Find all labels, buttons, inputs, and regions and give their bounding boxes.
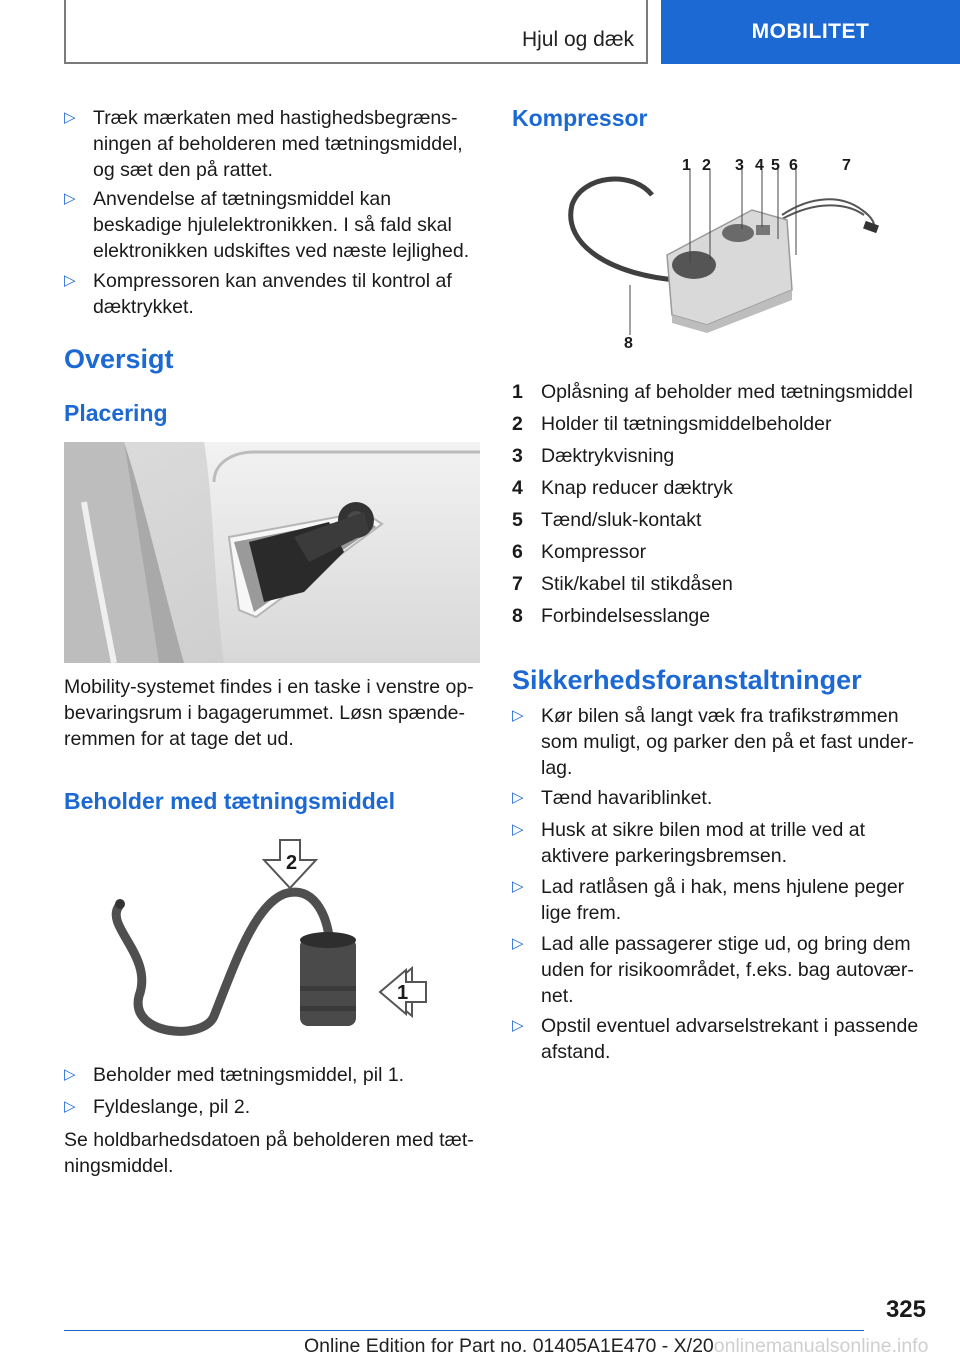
placement-text: Mobility-systemet findes i en taske i venstre op-bevaringsrum i bagagerummet. Løsn spænde-remmen for at tage det ud. bbox=[64, 676, 474, 750]
bullet-text: Træk mærkaten med hastighedsbegræns-ningen af beholderen med tætningsmiddel, og sæt den på rattet. bbox=[93, 107, 463, 181]
callout-8: 8 bbox=[624, 335, 633, 352]
bullet-text: Fyldeslange, pil 2. bbox=[93, 1096, 251, 1118]
container-note: Se holdbarhedsdatoen på beholderen med tæt-ningsmiddel. bbox=[64, 1129, 474, 1177]
legend-number: 6 bbox=[512, 541, 523, 563]
intro-bullet-3 bbox=[64, 268, 480, 322]
safety-bullet-6 bbox=[512, 1013, 930, 1067]
placement-heading: Placering bbox=[64, 400, 168, 426]
safety-bullet-3 bbox=[512, 817, 930, 871]
placement-photo bbox=[64, 442, 480, 663]
legend-label: Kompressor bbox=[541, 541, 647, 563]
container-heading: Beholder med tætningsmiddel bbox=[64, 788, 395, 814]
triangle-right-icon: ▷ bbox=[512, 707, 524, 724]
legend-number: 1 bbox=[512, 381, 523, 403]
safety-bullet-4 bbox=[512, 874, 930, 928]
triangle-right-icon: ▷ bbox=[64, 109, 76, 126]
triangle-right-icon: ▷ bbox=[64, 272, 76, 289]
safety-heading: Sikkerhedsforanstaltninger bbox=[512, 665, 862, 695]
intro-bullet-1 bbox=[64, 105, 480, 185]
triangle-right-icon: ▷ bbox=[512, 821, 524, 838]
triangle-right-icon: ▷ bbox=[512, 789, 524, 806]
legend-number: 2 bbox=[512, 413, 523, 435]
legend-label: Dæktrykvisning bbox=[541, 445, 675, 467]
legend-label: Forbindelsesslange bbox=[541, 605, 711, 627]
intro-bullet-2 bbox=[64, 186, 480, 266]
figure-label-2: 2 bbox=[286, 852, 298, 874]
callout-6: 6 bbox=[789, 157, 798, 174]
container-bullet-1 bbox=[64, 1062, 480, 1090]
legend-label: Knap reducer dæktryk bbox=[541, 477, 733, 499]
container-bullet-2 bbox=[64, 1094, 480, 1122]
triangle-right-icon: ▷ bbox=[512, 935, 524, 952]
edition-text: Online Edition for Part no. 01405A1E470 - X/20 bbox=[304, 1335, 714, 1357]
callout-7: 7 bbox=[842, 157, 851, 174]
triangle-right-icon: ▷ bbox=[64, 1098, 76, 1115]
bullet-text: Lad ratlåsen gå i hak, mens hjulene peger lige frem. bbox=[541, 876, 905, 924]
page-number: 325 bbox=[885, 1296, 926, 1323]
bullet-text: Tænd havariblinket. bbox=[541, 787, 713, 809]
callout-5: 5 bbox=[771, 157, 780, 174]
triangle-right-icon: ▷ bbox=[512, 1017, 524, 1034]
legend-number: 3 bbox=[512, 445, 523, 467]
section-title: Hjul og dæk bbox=[521, 28, 634, 51]
watermark-text: onlinemanualsonline.info bbox=[713, 1335, 929, 1357]
footer-edition bbox=[304, 1335, 928, 1358]
container-figure bbox=[64, 836, 480, 1046]
safety-bullet-1 bbox=[512, 703, 930, 783]
triangle-right-icon: ▷ bbox=[64, 1066, 76, 1083]
bullet-text: Husk at sikre bilen mod at trille ved at aktivere parkeringsbremsen. bbox=[541, 819, 866, 867]
callout-2: 2 bbox=[702, 157, 711, 174]
callout-3: 3 bbox=[735, 157, 744, 174]
legend-label: Holder til tætningsmiddelbeholder bbox=[541, 413, 832, 435]
legend-label: Oplåsning af beholder med tætningsmiddel bbox=[541, 381, 913, 403]
triangle-right-icon: ▷ bbox=[512, 878, 524, 895]
legend-label: Tænd/sluk-kontakt bbox=[541, 509, 702, 531]
bullet-text: Anvendelse af tætningsmiddel kan beskadige hjulelektronikken. I så fald skal elektronikken udskiftes ved næste lejlighed. bbox=[93, 188, 470, 262]
header-section-box bbox=[64, 0, 648, 64]
triangle-right-icon: ▷ bbox=[64, 190, 76, 207]
safety-bullet-5 bbox=[512, 931, 930, 1011]
legend-number: 4 bbox=[512, 477, 523, 499]
overview-heading: Oversigt bbox=[64, 344, 174, 374]
compressor-figure bbox=[542, 155, 882, 360]
footer-divider bbox=[64, 1330, 864, 1331]
compressor-heading: Kompressor bbox=[512, 105, 648, 131]
bullet-text: Kør bilen så langt væk fra trafikstrømmen som muligt, og parker den på et fast under-lag. bbox=[541, 705, 914, 779]
bullet-text: Lad alle passagerer stige ud, og bring dem uden for risikoområdet, f.eks. bag autovær-net. bbox=[541, 933, 914, 1007]
bullet-text: Kompressoren kan anvendes til kontrol af dæktrykket. bbox=[93, 270, 452, 318]
legend-number: 8 bbox=[512, 605, 523, 627]
bullet-text: Beholder med tætningsmiddel, pil 1. bbox=[93, 1064, 405, 1086]
figure-label-1: 1 bbox=[397, 982, 409, 1004]
legend-number: 7 bbox=[512, 573, 523, 595]
chapter-tab[interactable]: MOBILITET bbox=[661, 0, 960, 64]
bullet-text: Opstil eventuel advarselstrekant i passende afstand. bbox=[541, 1015, 919, 1063]
callout-4: 4 bbox=[755, 157, 764, 174]
legend-label: Stik/kabel til stikdåsen bbox=[541, 573, 733, 595]
callout-1: 1 bbox=[682, 157, 691, 174]
safety-bullet-2 bbox=[512, 785, 930, 813]
legend-number: 5 bbox=[512, 509, 523, 531]
